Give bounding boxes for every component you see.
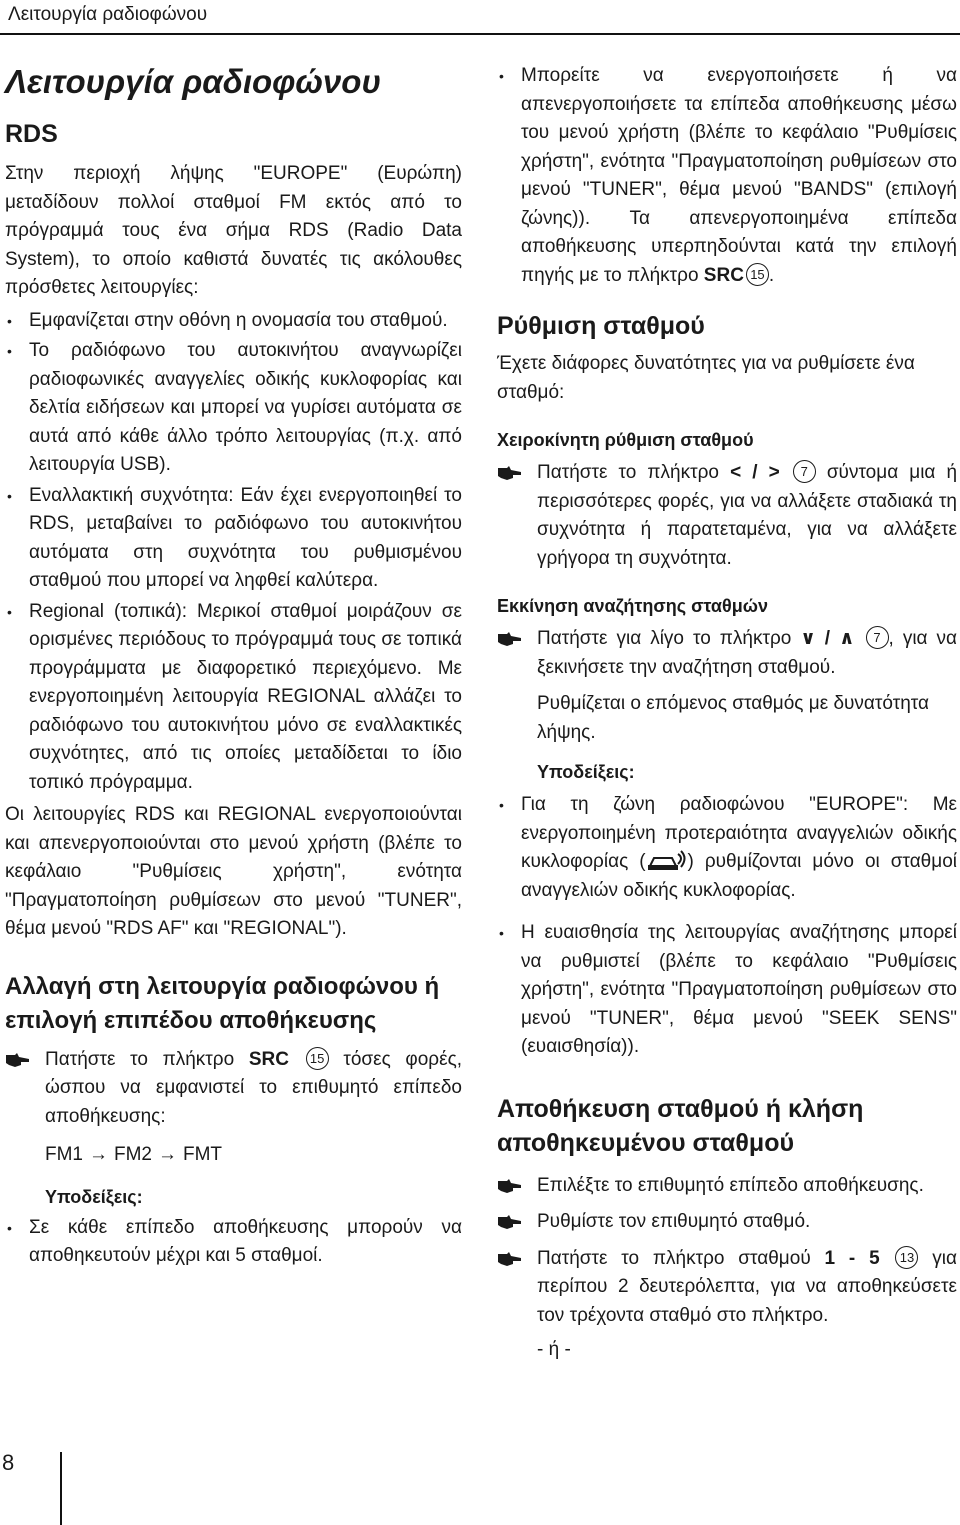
manual-heading: Χειροκίνητη ρύθμιση σταθμού	[497, 430, 754, 450]
store-step-1	[497, 1172, 957, 1201]
key-number-badge: 13	[895, 1246, 918, 1269]
page-number: 8	[2, 1450, 15, 1475]
list-item: • Το ραδιόφωνο του αυτοκινήτου αναγνωρίζει ραδιοφωνικές αναγγελίες οδικής κυκλοφορίας και δελτία ειδήσεων και μπορεί να γυρίσει αυτόματα σε αυτά από κάθε άλλο τρόπο λειτουργίας (π.χ. από λειτουργία USB).	[5, 337, 462, 480]
band-fmt: FMT	[183, 1144, 223, 1165]
switch-step	[5, 1046, 462, 1132]
running-header	[0, 0, 960, 35]
manual-step-text-end: σύντομα μια ή περισσότερες φορές, για να αλλάξετε σταδιακά τη συχνότητα ή παρατεταμένα, για να αλλάξετε γρήγορα τη συχνότητα.	[537, 462, 958, 569]
manual-step	[497, 459, 957, 573]
band-toggle-text: Μπορείτε να ενεργοποιήσετε ή να απενεργοποιήσετε τα επίπεδα αποθήκευσης μέσω του μενού χρήστη (βλέπε το κεφάλαιο "Ρυθμίσεις χρήστη", ενότητα "Πραγματοποίηση ρυθμίσεων στο μενού "TUNER", θέμα μενού "BANDS" (επιλογή ζώνης)). Τα απενεργοποιημένα επίπεδα αποθήκευσης υπερπηδούνται κατά την επιλογή πηγής με το πλήκτρο	[521, 65, 957, 286]
traffic-announcement-icon	[646, 850, 688, 872]
rds-outro: Οι λειτουργίες RDS και REGIONAL ενεργοποιούνται και απενεργοποιούνται στο μενού χρήστη (βλέπε το κεφάλαιο "Ρυθμίσεις χρήστη", ενότητα "Πραγματοποίηση ρυθμίσεων στο μενού "TUNER", θέμα μενού "RDS AF" και "REGIONAL").	[5, 804, 462, 939]
page-title: Λειτουργία ραδιοφώνου	[5, 63, 381, 100]
search-result: Ρυθμίζεται ο επόμενος σταθμός με δυνατότητα λήψης.	[537, 693, 929, 743]
switch-step-text-end: τόσες φορές, ώσπου να εμφανιστεί το επιθυμητό επίπεδο αποθήκευσης:	[45, 1048, 463, 1127]
list-item: • Εναλλακτική συχνότητα: Εάν έχει ενεργοποιηθεί το RDS, μεταβαίνει το ραδιόφωνο του αυτοκινήτου αυτόματα στη συχνότητα του ρυθμισμένου σταθμού που μπορεί να ληφθεί καλύτερα.	[5, 482, 462, 596]
list-item: • Η ευαισθησία της λειτουργίας αναζήτησης μπορεί να ρυθμιστεί (βλέπε το κεφάλαιο "Ρυθμίσεις χρήστη", ενότητα "Πραγματοποίηση ρυθμίσεων στο μενού "TUNER", θέμα μενού "SEEK SENS" (ευαισθησία)).	[497, 919, 957, 1062]
list-item: • Σε κάθε επίπεδο αποθήκευσης μπορούν να αποθηκευτούν μέχρι και 5 σταθμοί.	[5, 1214, 462, 1271]
band-sequence	[5, 1141, 462, 1170]
search-step-text: Πατήστε για λίγο το πλήκτρο	[537, 628, 792, 649]
store-step-1-text: Επιλέξτε το επιθυμητό επίπεδο αποθήκευσης.	[537, 1174, 924, 1196]
pointing-hand-icon	[5, 1052, 31, 1068]
rds-heading: RDS	[5, 120, 58, 148]
right-notes-list	[497, 791, 957, 1062]
band-fm2: FM2	[114, 1144, 152, 1165]
up-down-keys: ∨ / ∧	[800, 628, 855, 649]
src-key-label: SRC	[703, 264, 744, 286]
rds-intro: Στην περιοχή λήψης "EUROPE" (Ευρώπη) μεταδίδουν πολλοί σταθμοί FM εκτός από το πρόγραμμά τους ένα σήμα RDS (Radio Data System), το οποίο καθιστά δυνατές τις ακόλουθες πρόσθετες λειτουργίες:	[5, 163, 462, 298]
left-right-keys: < / >	[730, 462, 780, 483]
store-heading: Αποθήκευση σταθμού ή κλήση αποθηκευμένου σταθμού	[497, 1094, 864, 1157]
key-number-badge: 15	[306, 1047, 329, 1070]
store-step-2-text: Ρυθμίστε τον επιθυμητό σταθμό.	[537, 1211, 811, 1232]
store-step-3-text: Πατήστε το πλήκτρο σταθμού	[537, 1247, 811, 1269]
right-column	[497, 40, 957, 1365]
band-fm1: FM1	[45, 1144, 83, 1165]
arrow-right-icon: →	[158, 1144, 177, 1165]
key-number-badge: 15	[746, 263, 769, 286]
search-step-text-end: , για να ξεκινήσετε την αναζήτηση σταθμού.	[537, 628, 958, 678]
pointing-hand-icon	[497, 465, 523, 481]
note-traffic-text: Για τη ζώνη ραδιοφώνου "EUROPE": Με ενεργοποιημένη προτεραιότητα αναγγελιών οδικής κυκλοφορίας (	[521, 794, 957, 872]
pointing-hand-icon	[497, 1214, 523, 1230]
list-item: • Εμφανίζεται στην οθόνη η ονομασία του σταθμού.	[5, 307, 462, 336]
pointing-hand-icon	[497, 1251, 523, 1267]
list-item: • Regional (τοπικά): Μερικοί σταθμοί μοιράζουν σε ορισμένες περιόδους το πρόγραμμά τους σε τοπικά προγράμματα με διαφορετικό περιεχόμενο. Με ενεργοποιημένη λειτουργία REGIONAL αλλάζει το ραδιόφωνο του αυτοκινήτου μόνο σε εναλλακτικές συχνότητες, από τις οποίες μεταδίδεται το ίδιο τοπικό πρόγραμμα.	[5, 598, 462, 798]
store-step-2	[497, 1208, 957, 1237]
preset-keys-label: 1 - 5	[824, 1247, 880, 1269]
store-step-3	[497, 1245, 957, 1331]
store-step-3-text-end: για περίπου 2 δευτερόλεπτα, για να αποθηκεύσετε τον τρέχοντα σταθμό στο πλήκτρο.	[537, 1247, 958, 1326]
search-step	[497, 625, 957, 682]
switch-step-text: Πατήστε το πλήκτρο	[45, 1048, 235, 1070]
search-heading: Εκκίνηση αναζήτησης σταθμών	[497, 596, 768, 616]
left-notes-list	[5, 1214, 462, 1271]
arrow-right-icon: →	[89, 1144, 108, 1165]
src-key-label: SRC	[248, 1048, 289, 1070]
continuation-marker: - ή -	[537, 1339, 571, 1360]
pointing-hand-icon	[497, 1178, 523, 1194]
tune-intro: Έχετε διάφορες δυνατότητες για να ρυθμίσετε ένα σταθμό:	[497, 353, 915, 403]
running-header-title: Λειτουργία ραδιοφώνου	[8, 4, 208, 25]
note-traffic-text-end: ) ρυθμίζονται μόνο οι σταθμοί αναγγελιών οδικής κυκλοφορίας.	[521, 851, 957, 901]
page-number-rule	[60, 1452, 62, 1525]
right-notes-heading: Υποδείξεις:	[537, 762, 635, 782]
switch-heading: Αλλαγή στη λειτουργία ραδιοφώνου ή επιλογή επιπέδου αποθήκευσης	[5, 972, 440, 1034]
list-item: • Μπορείτε να ενεργοποιήσετε ή να απενεργοποιήσετε τα επίπεδα αποθήκευσης μέσω του μενού χρήστη (βλέπε το κεφάλαιο "Ρυθμίσεις χρήστη", ενότητα "Πραγματοποίηση ρυθμίσεων στο μενού "TUNER", θέμα μενού "BANDS" (επιλογή ζώνης)). Τα απενεργοποιημένα επίπεδα αποθήκευσης υπερπηδούνται κατά την επιλογή πηγής με το πλήκτρο SRC 15 .	[497, 62, 957, 290]
right-top-list	[497, 62, 957, 290]
key-number-badge: 7	[793, 460, 816, 483]
rds-feature-list	[5, 307, 462, 798]
list-item	[497, 791, 957, 905]
left-column	[5, 40, 462, 1271]
left-notes-heading: Υποδείξεις:	[45, 1186, 143, 1207]
pointing-hand-icon	[497, 631, 523, 647]
manual-step-text: Πατήστε το πλήκτρο	[537, 462, 719, 483]
key-number-badge: 7	[866, 626, 889, 649]
tune-heading: Ρύθμιση σταθμού	[497, 312, 705, 340]
